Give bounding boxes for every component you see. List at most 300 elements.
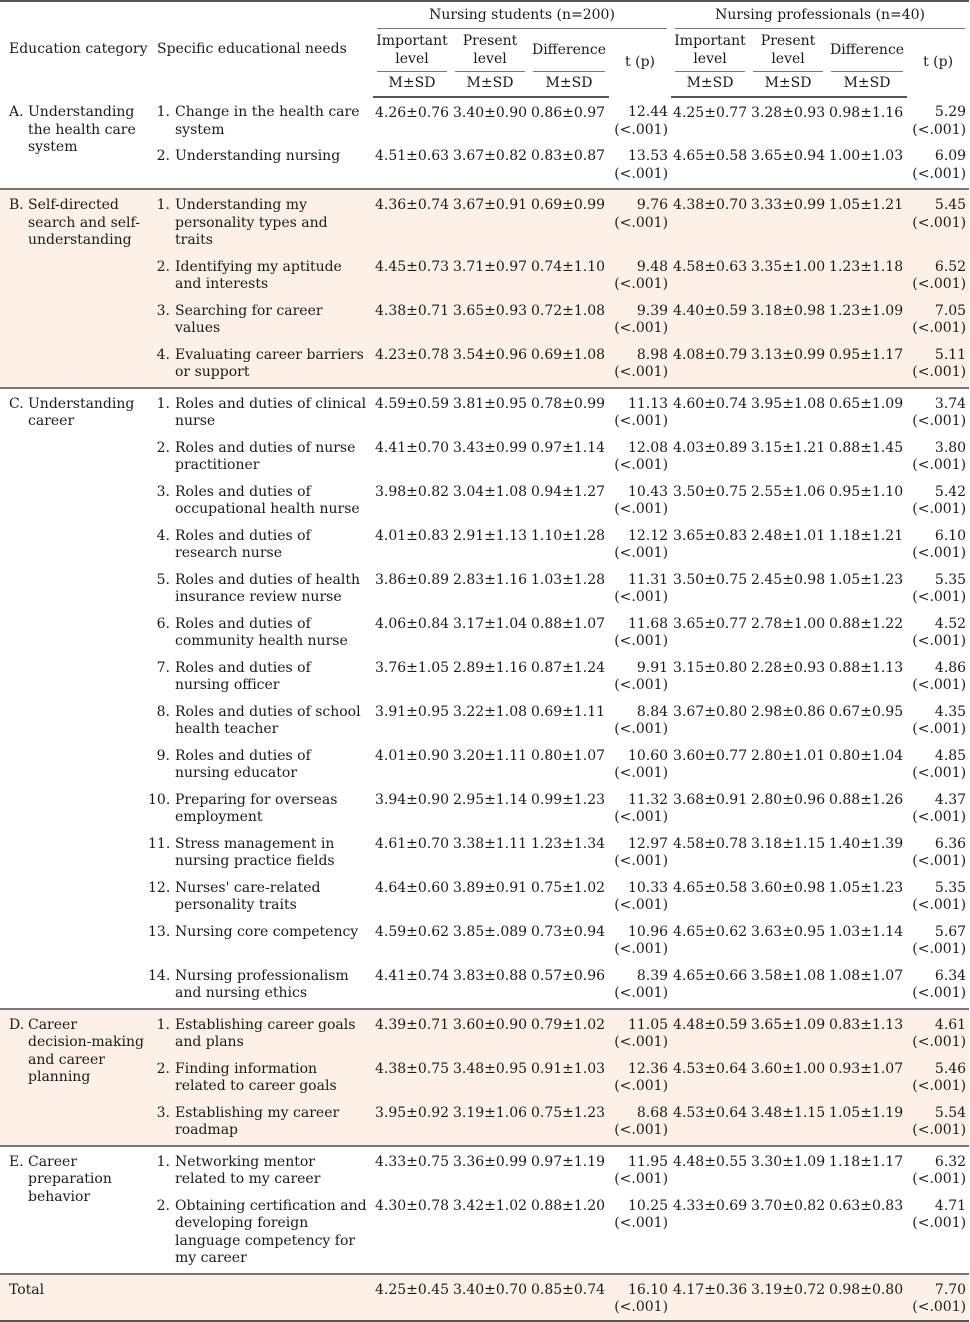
prof-t-cell: [907, 250, 969, 294]
category-name: Understanding the health care system: [28, 104, 136, 155]
total-student-difference: [529, 1274, 609, 1321]
student-t-cell: [609, 607, 671, 651]
student-important-cell: [373, 1146, 451, 1189]
prof-t-cell-pvalue: (<.001): [912, 121, 967, 138]
prof-important-cell: [671, 97, 749, 139]
prof-t-cell-stat: 4.61: [934, 1016, 967, 1033]
student-present-cell: [451, 1189, 529, 1274]
total-student-important: [373, 1274, 451, 1321]
student-difference-cell-value: 0.69±1.11: [531, 703, 606, 720]
category-cell: [0, 1009, 148, 1146]
need-number: 2.: [156, 148, 170, 164]
prof-t-cell: [907, 915, 969, 959]
prof-t-cell: [907, 827, 969, 871]
header-specific-needs: Specific educational needs: [157, 40, 347, 57]
student-present-cell: [451, 338, 529, 388]
prof-important-cell-value: 4.33±0.69: [673, 1197, 748, 1214]
student-difference-cell: [529, 519, 609, 563]
student-important-cell: [373, 338, 451, 388]
total-prof-difference: [827, 1274, 907, 1321]
prof-present-cell: [749, 189, 827, 250]
student-t-cell: [609, 431, 671, 475]
student-difference-cell-value: 0.75±1.23: [531, 1104, 606, 1121]
prof-difference-cell-value: 0.63±0.83: [829, 1197, 904, 1214]
student-t-cell-stat: 11.95: [627, 1153, 669, 1170]
total-student-t-pvalue: (<.001): [614, 1299, 669, 1315]
student-important-cell-value: 4.01±0.90: [375, 747, 450, 764]
prof-present-cell-value: 2.98±0.86: [751, 703, 826, 720]
prof-present-cell: [749, 139, 827, 189]
need-number: 2.: [156, 258, 170, 275]
student-difference-cell-value: 0.97±1.19: [531, 1153, 606, 1170]
prof-present-cell: [749, 783, 827, 827]
prof-t-cell: [907, 739, 969, 783]
prof-important-cell: [671, 959, 749, 1009]
table-row: [0, 189, 969, 250]
student-t-cell-pvalue: (<.001): [614, 765, 669, 781]
student-important-cell: [373, 871, 451, 915]
prof-t-cell-pvalue: (<.001): [912, 364, 967, 380]
prof-t-cell-pvalue: (<.001): [912, 165, 967, 182]
prof-difference-cell-value: 0.88±1.45: [829, 439, 904, 456]
prof-difference-cell: [827, 607, 907, 651]
student-present-cell-value: 3.04±1.08: [453, 483, 528, 500]
category-letter: C.: [9, 395, 24, 412]
category-cell: [0, 388, 148, 1009]
table-header: [0, 1, 969, 97]
student-present-cell-value: 3.54±0.96: [453, 346, 528, 363]
prof-important-cell-value: 3.15±0.80: [673, 659, 748, 676]
student-t-cell-stat: 8.68: [636, 1104, 669, 1121]
prof-present-cell-value: 3.18±0.98: [751, 302, 826, 319]
need-cell: [148, 607, 373, 651]
need-number: 10.: [148, 791, 171, 808]
prof-present-cell: [749, 563, 827, 607]
need-cell: [148, 431, 373, 475]
prof-difference-cell-value: 1.18±1.17: [829, 1153, 904, 1170]
student-present-cell-value: 3.85±.089: [453, 923, 528, 940]
need-text: Roles and duties of nursing officer: [175, 659, 311, 693]
prof-t-cell: [907, 607, 969, 651]
student-t-cell-pvalue: (<.001): [614, 165, 669, 182]
prof-important-cell: [671, 1009, 749, 1052]
category-group: [0, 388, 969, 1009]
total-prof-present-value: 3.19±0.72: [751, 1281, 826, 1298]
need-number: 5.: [156, 571, 170, 588]
prof-present-cell-value: 2.28±0.93: [751, 659, 826, 676]
student-t-cell: [609, 519, 671, 563]
header-msd: M±SD: [827, 72, 907, 97]
prof-t-cell-stat: 5.67: [934, 923, 967, 940]
student-important-cell: [373, 1189, 451, 1274]
category-letter: E.: [9, 1153, 24, 1170]
category-name: Understanding career: [28, 395, 135, 429]
total-prof-important-value: 4.17±0.36: [673, 1281, 748, 1298]
header-msd: M±SD: [373, 72, 451, 97]
prof-difference-cell-value: 1.05±1.23: [829, 571, 904, 588]
student-difference-cell: [529, 915, 609, 959]
need-cell: [148, 915, 373, 959]
student-important-cell-value: 3.98±0.82: [375, 483, 450, 500]
category-group: [0, 1009, 969, 1146]
prof-important-cell-value: 3.65±0.77: [673, 615, 748, 632]
need-text: Understanding nursing: [175, 148, 341, 164]
prof-important-cell: [671, 250, 749, 294]
prof-t-cell-stat: 7.05: [934, 302, 967, 319]
total-prof-t-pvalue: (<.001): [912, 1299, 967, 1315]
student-present-cell-value: 3.81±0.95: [453, 395, 528, 412]
prof-important-cell-value: 3.65±0.83: [673, 527, 748, 544]
need-number: 1.: [156, 197, 170, 213]
category-cell: [0, 189, 148, 388]
prof-difference-cell: [827, 189, 907, 250]
prof-t-cell: [907, 563, 969, 607]
student-difference-cell-value: 0.73±0.94: [531, 923, 606, 940]
student-difference-label: Difference: [531, 41, 607, 58]
student-difference-cell-value: 0.79±1.02: [531, 1016, 606, 1033]
prof-difference-cell: [827, 388, 907, 431]
student-difference-cell-value: 0.72±1.08: [531, 302, 606, 319]
student-t-cell: [609, 783, 671, 827]
need-cell: [148, 1189, 373, 1274]
student-t-cell: [609, 1009, 671, 1052]
student-present-cell-value: 3.38±1.11: [453, 835, 528, 852]
prof-difference-cell: [827, 695, 907, 739]
student-t-cell-pvalue: (<.001): [614, 276, 669, 292]
student-difference-cell: [529, 97, 609, 139]
prof-present-cell-value: 2.45±0.98: [751, 571, 826, 588]
prof-difference-cell-value: 0.67±0.95: [829, 703, 904, 720]
prof-difference-cell: [827, 651, 907, 695]
prof-difference-cell: [827, 1189, 907, 1274]
table-row: [0, 1009, 969, 1052]
need-cell: [148, 1096, 373, 1146]
prof-difference-cell: [827, 827, 907, 871]
student-important-cell-value: 4.06±0.84: [375, 615, 450, 632]
student-t-cell: [609, 294, 671, 338]
need-cell: [148, 519, 373, 563]
prof-t-cell-pvalue: (<.001): [912, 853, 967, 869]
prof-difference-cell: [827, 519, 907, 563]
student-difference-cell-value: 0.91±1.03: [531, 1060, 606, 1077]
student-t-cell-stat: 12.12: [627, 527, 669, 544]
prof-present-cell: [749, 1189, 827, 1274]
prof-t-cell-stat: 6.52: [934, 258, 967, 275]
prof-important-cell-value: 4.65±0.66: [673, 967, 748, 984]
student-present-cell: [451, 959, 529, 1009]
student-important-cell: [373, 97, 451, 139]
prof-t-cell-pvalue: (<.001): [912, 214, 967, 231]
prof-t-cell-pvalue: (<.001): [912, 721, 967, 737]
student-difference-cell-value: 0.88±1.20: [531, 1197, 606, 1214]
prof-t-cell-pvalue: (<.001): [912, 941, 967, 957]
student-difference-cell-value: 0.74±1.10: [531, 258, 606, 275]
prof-important-cell: [671, 294, 749, 338]
need-text: Stress management in nursing practice fields: [175, 835, 335, 869]
prof-important-cell-value: 4.65±0.58: [673, 148, 748, 164]
student-important-cell-value: 4.45±0.73: [375, 258, 450, 275]
prof-present-cell: [749, 871, 827, 915]
prof-t-cell-stat: 6.34: [934, 967, 967, 984]
student-t-cell-pvalue: (<.001): [614, 364, 669, 380]
need-number: 1.: [156, 1016, 170, 1033]
prof-difference-cell-value: 1.23±1.09: [829, 302, 904, 319]
prof-present-cell: [749, 651, 827, 695]
student-t-cell-pvalue: (<.001): [614, 121, 669, 138]
student-important-cell: [373, 294, 451, 338]
student-important-cell: [373, 250, 451, 294]
student-t-cell: [609, 739, 671, 783]
need-number: 3.: [156, 483, 170, 500]
category-cell: [0, 97, 148, 189]
need-cell: [148, 139, 373, 189]
prof-difference-cell: [827, 1009, 907, 1052]
student-t-cell-pvalue: (<.001): [614, 501, 669, 517]
prof-difference-cell-value: 0.65±1.09: [829, 395, 904, 412]
prof-important-cell: [671, 871, 749, 915]
student-t-cell: [609, 1189, 671, 1274]
prof-t-cell: [907, 139, 969, 189]
student-t-cell-stat: 11.13: [627, 395, 669, 412]
prof-difference-cell: [827, 475, 907, 519]
student-difference-cell: [529, 338, 609, 388]
need-number: 11.: [148, 835, 171, 852]
prof-t-cell-pvalue: (<.001): [912, 677, 967, 693]
need-text: Finding information related to career goals: [175, 1060, 337, 1094]
total-label-text: Total: [9, 1281, 45, 1298]
student-important-cell-value: 3.76±1.05: [375, 659, 450, 676]
prof-important-cell: [671, 739, 749, 783]
prof-important-cell: [671, 431, 749, 475]
need-cell: [148, 871, 373, 915]
category-cell: [0, 1146, 148, 1274]
student-present-cell-value: 3.42±1.02: [453, 1197, 528, 1214]
total-group: [0, 1274, 969, 1321]
need-number: 7.: [156, 659, 170, 676]
prof-difference-cell: [827, 338, 907, 388]
prof-difference-cell: [827, 739, 907, 783]
header-student-important: [373, 29, 451, 72]
prof-difference-cell: [827, 294, 907, 338]
prof-t-cell: [907, 695, 969, 739]
prof-present-cell-value: 3.95±1.08: [751, 395, 826, 412]
need-number: 1.: [156, 395, 170, 412]
students-group-label: Nursing students (n=200): [429, 6, 615, 23]
need-cell: [148, 651, 373, 695]
prof-t-cell-pvalue: (<.001): [912, 633, 967, 649]
student-t-cell-pvalue: (<.001): [614, 721, 669, 737]
prof-t-cell-pvalue: (<.001): [912, 545, 967, 561]
student-present-cell-value: 2.95±1.14: [453, 791, 528, 808]
student-important-cell-value: 4.26±0.76: [375, 105, 450, 121]
student-difference-cell-value: 0.87±1.24: [531, 659, 606, 676]
student-important-cell-value: 4.61±0.70: [375, 835, 450, 852]
prof-important-cell: [671, 651, 749, 695]
prof-important-cell: [671, 1189, 749, 1274]
prof-important-cell: [671, 695, 749, 739]
student-present-cell: [451, 1146, 529, 1189]
student-important-cell: [373, 1052, 451, 1096]
student-present-cell: [451, 739, 529, 783]
need-cell: [148, 739, 373, 783]
prof-t-cell-stat: 4.37: [934, 791, 967, 808]
prof-t-cell-pvalue: (<.001): [912, 276, 967, 292]
student-present-cell: [451, 431, 529, 475]
student-t-cell-pvalue: (<.001): [614, 413, 669, 429]
prof-important-cell-value: 4.03±0.89: [673, 439, 748, 456]
need-cell: [148, 294, 373, 338]
prof-difference-cell: [827, 250, 907, 294]
prof-t-cell: [907, 959, 969, 1009]
student-present-cell-value: 3.22±1.08: [453, 703, 528, 720]
student-difference-cell-value: 0.94±1.27: [531, 483, 606, 500]
prof-important-cell-value: 4.48±0.55: [673, 1153, 748, 1170]
student-important-cell-value: 4.51±0.63: [375, 148, 450, 164]
prof-present-label: Present level: [760, 33, 816, 67]
prof-present-cell: [749, 739, 827, 783]
student-t-cell-pvalue: (<.001): [614, 897, 669, 913]
student-t-cell: [609, 139, 671, 189]
prof-difference-cell-value: 1.03±1.14: [829, 923, 904, 940]
prof-t-cell: [907, 97, 969, 139]
student-t-cell: [609, 1096, 671, 1146]
student-important-cell-value: 3.94±0.90: [375, 791, 450, 808]
student-difference-cell: [529, 431, 609, 475]
prof-t-cell-pvalue: (<.001): [912, 1122, 967, 1138]
student-difference-cell-value: 0.75±1.02: [531, 879, 606, 896]
student-important-cell-value: 4.36±0.74: [375, 197, 450, 213]
prof-present-cell-value: 3.58±1.08: [751, 967, 826, 984]
student-t-cell: [609, 1052, 671, 1096]
student-important-cell-value: 4.01±0.83: [375, 527, 450, 544]
need-number: 4.: [156, 346, 170, 363]
prof-difference-cell-value: 0.98±1.16: [829, 105, 904, 121]
student-t-cell: [609, 695, 671, 739]
student-t-cell-pvalue: (<.001): [614, 853, 669, 869]
total-student-present-value: 3.40±0.70: [453, 1281, 528, 1298]
student-present-cell: [451, 519, 529, 563]
header-students-group: [373, 1, 671, 29]
student-present-cell: [451, 563, 529, 607]
student-important-cell: [373, 651, 451, 695]
prof-t-cell-pvalue: (<.001): [912, 501, 967, 517]
student-difference-cell-value: 0.57±0.96: [531, 967, 606, 984]
student-t-cell-stat: 10.43: [627, 483, 669, 500]
prof-t-cell-stat: 5.45: [934, 197, 967, 213]
student-present-cell-value: 3.83±0.88: [453, 967, 528, 984]
prof-difference-cell-value: 1.08±1.07: [829, 967, 904, 984]
prof-t-cell: [907, 871, 969, 915]
student-t-cell-stat: 12.44: [627, 104, 669, 120]
prof-difference-cell-value: 1.05±1.23: [829, 879, 904, 896]
total-student-t: [609, 1274, 671, 1321]
prof-t-cell-pvalue: (<.001): [912, 1034, 967, 1050]
prof-present-cell: [749, 250, 827, 294]
student-t-cell-stat: 8.84: [636, 703, 669, 720]
need-text: Obtaining certification and developing foreign language competency for my career: [175, 1197, 367, 1266]
prof-present-cell: [749, 388, 827, 431]
student-t-cell-stat: 12.36: [627, 1060, 669, 1077]
need-cell: [148, 338, 373, 388]
student-important-cell: [373, 695, 451, 739]
prof-t-cell-stat: 5.42: [934, 483, 967, 500]
prof-important-cell: [671, 1096, 749, 1146]
student-difference-cell-value: 0.83±0.87: [531, 148, 606, 164]
student-difference-cell: [529, 871, 609, 915]
header-prof-present: [749, 29, 827, 72]
prof-difference-cell-value: 1.23±1.18: [829, 258, 904, 275]
student-present-cell-value: 2.91±1.13: [453, 527, 528, 544]
prof-present-cell-value: 2.78±1.00: [751, 615, 826, 632]
need-number: 12.: [148, 879, 171, 896]
student-important-label: Important level: [376, 33, 448, 67]
student-t-cell: [609, 651, 671, 695]
header-education-category: Education category: [9, 40, 148, 57]
prof-t-cell-stat: 4.85: [934, 747, 967, 764]
need-cell: [148, 827, 373, 871]
student-important-cell: [373, 1009, 451, 1052]
prof-difference-cell-value: 0.93±1.07: [829, 1060, 904, 1077]
prof-t-cell-pvalue: (<.001): [912, 765, 967, 781]
prof-present-cell: [749, 294, 827, 338]
student-important-cell-value: 4.39±0.71: [375, 1016, 450, 1033]
student-important-cell: [373, 563, 451, 607]
student-present-cell-value: 3.71±0.97: [453, 258, 528, 275]
prof-t-cell: [907, 519, 969, 563]
student-t-cell: [609, 338, 671, 388]
student-present-cell: [451, 475, 529, 519]
need-text: Roles and duties of nurse practitioner: [175, 439, 356, 473]
student-difference-cell: [529, 294, 609, 338]
student-important-cell: [373, 915, 451, 959]
student-important-cell: [373, 959, 451, 1009]
category-name: Self-directed search and self-understanding: [28, 197, 140, 248]
prof-important-cell: [671, 139, 749, 189]
student-t-cell-stat: 10.33: [627, 879, 669, 896]
prof-t-cell: [907, 189, 969, 250]
category-letter: D.: [9, 1016, 25, 1033]
category-group: [0, 1146, 969, 1274]
student-present-cell: [451, 250, 529, 294]
prof-difference-cell-value: 0.88±1.13: [829, 659, 904, 676]
student-present-cell: [451, 1096, 529, 1146]
prof-t-label: t (p): [923, 54, 954, 71]
prof-present-cell-value: 3.15±1.21: [751, 439, 826, 456]
professionals-group-label: Nursing professionals (n=40): [715, 6, 925, 23]
category-letter: B.: [9, 197, 24, 213]
student-t-cell-pvalue: (<.001): [614, 1034, 669, 1050]
student-difference-cell: [529, 1009, 609, 1052]
total-prof-t: [907, 1274, 969, 1321]
prof-difference-cell: [827, 1052, 907, 1096]
student-t-cell-pvalue: (<.001): [614, 589, 669, 605]
prof-t-cell: [907, 431, 969, 475]
student-t-cell-pvalue: (<.001): [614, 985, 669, 1001]
prof-important-label: Important level: [674, 33, 746, 67]
need-cell: [148, 388, 373, 431]
student-difference-cell-value: 0.69±1.08: [531, 346, 606, 363]
student-t-cell-stat: 11.05: [627, 1016, 669, 1033]
student-difference-cell: [529, 1096, 609, 1146]
need-cell: [148, 959, 373, 1009]
total-label: [0, 1274, 148, 1321]
student-t-cell-pvalue: (<.001): [614, 457, 669, 473]
prof-t-cell: [907, 783, 969, 827]
prof-difference-cell: [827, 139, 907, 189]
total-student-present: [451, 1274, 529, 1321]
student-present-cell: [451, 651, 529, 695]
prof-t-cell-pvalue: (<.001): [912, 457, 967, 473]
